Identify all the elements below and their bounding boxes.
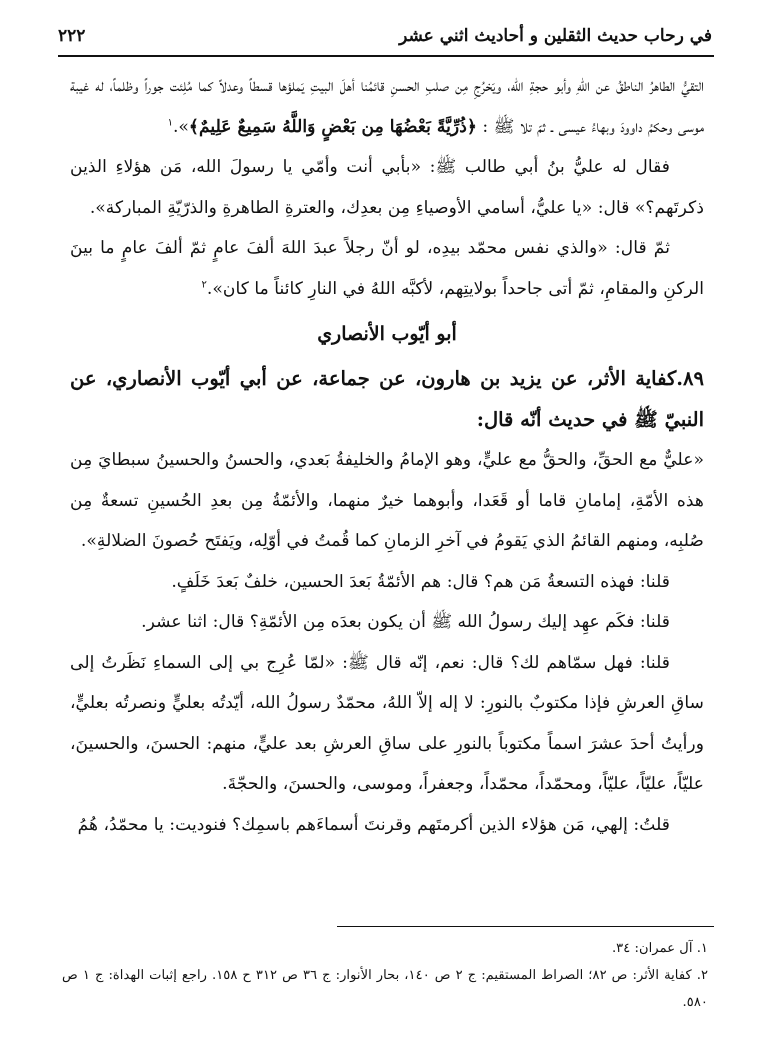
main-text	[70, 66, 704, 845]
paragraph-1	[70, 66, 704, 147]
header-rule	[58, 55, 714, 57]
hadith-text: «عليٌّ مع الحقِّ، والحقُّ مع عليٍّ، وهو الإمامُ والخليفةُ بَعدي، والحسنُ والحسينُ سبطايَ مِن هذه الأمّةِ، إمامانِ قاما أو قَعَدا، وأبوهما خيرٌ منهما، والأئمّةُ مِن بعدِ الحُسينِ تسعةٌ مِن صُلبِه، ومنهم القائمُ الذي يَقومُ في آخرِ الزمانِ كما قُمتُ في أوّلِه، ويَفتَح حُصونَ الضلالةِ».	[70, 450, 704, 551]
question-2: قلنا: فكَم عهِد إليك رسولُ الله ﷺ أن يكون بعدَه مِن الأئمّةِ؟ قال: اثنا عشر.	[141, 612, 670, 632]
verse-tail: ».	[172, 116, 189, 137]
footnote-1: ١. آل عمران: ٣٤.	[611, 941, 708, 956]
footnote-rule	[337, 926, 714, 927]
footnotes	[62, 935, 708, 1016]
page-number: ٢٢٢	[58, 26, 86, 46]
hadith-heading: ٨٩.كفاية الأثر، عن يزيد بن هارون، عن جماعة، عن أبي أيّوب الأنصاري، عن النبيّ ﷺ في حديث أنّه قال:	[70, 367, 704, 431]
footnote-2: ٢. كفاية الأثر: ص ٨٢؛ الصراط المستقيم: ج ٢ ص ١٤٠، بحار الأنوار: ج ٣٦ ص ٣١٢ ح ١٥٨. راجع إثبات الهداة: ج ١ ص ٥٨٠.	[62, 968, 709, 1010]
paragraph-2: فقال له عليُّ بنُ أبي طالب ﷺ: «بأبي أنت وأمّي يا رسولَ الله، مَن هؤلاءِ الذين ذكرتَهم؟» قال: «يا عليُّ، أسامي الأوصياءِ مِن بعدِك، والعترةِ الطاهرةِ والذرّيّةِ المباركة».	[70, 157, 704, 218]
question-1: قلنا: فهذه التسعةُ مَن هم؟ قال: هم الأئمّةُ بَعدَ الحسين، خلفٌ بَعدَ خَلَفٍ.	[171, 571, 670, 592]
question-4: قلتُ: إلهي، مَن هؤلاء الذين أكرمتَهم وقرنتَ أسماءَهم باسمِك؟ فنوديت: يا محمّدُ، هُمُ	[77, 814, 670, 835]
running-head	[58, 22, 712, 50]
footnote-marker-2[interactable]: ٢	[201, 278, 207, 290]
section-title: أبو أيّوب الأنصاري	[317, 323, 457, 345]
question-3: قلنا: فهل سمّاهم لك؟ قال: نعم، إنّه قال ﷺ: «لمّا عُرِج بي إلى السماءِ نَظَرتُ إلى ساقِ العرشِ فإذا مكتوبٌ بالنورِ: لا إله إلاّ اللهُ، محمّدٌ رسولُ الله، أيّدتُه بعليٍّ ونصرتُه بعليٍّ، ورأيتُ أحدَ عشرَ اسماً مكتوباً بالنورِ على ساقِ العرشِ بعد عليٍّ، منهم: الحسنَ، والحسينَ، عليّاً، عليّاً، عليّاً، ومحمّداً، محمّداً، وجعفراً، وموسى، والحسنَ، والحجّةَ.	[70, 652, 704, 794]
paragraph-1-text: التقيُّ الطاهرُ الناطقُ عن اللهِ وأبو حجةِ الله، ويَخرُجِ مِن صلبِ الحسنِ قائمُنا أهلَ البيتِ يَملؤها قسطاً وعدلاً كما مُلِئت جوراً وظلماً، له غيبة موسى وحكمُ داوودَ وبهاءُ عيسى ـ ثمّ تلا ﷺ :	[70, 76, 704, 137]
paragraph-3-text: ثمّ قال: «والذي نفس محمّد بيدِه، لو أنّ رجلاً عبدَ اللهَ ألفَ عامٍ ثمّ ألفَ عامٍ ما بينَ الركنِ والمقامِ، ثمّ أتى جاحداً بولايتِهم، لأكبَّه اللهُ في النارِ كائناً ما كان».	[70, 238, 704, 299]
footnote-marker-1[interactable]: ١	[167, 116, 173, 128]
paragraph-3	[70, 228, 704, 309]
quran-verse: ﴿ذُرِّيَّةً بَعْضُهَا مِن بَعْضٍ وَاللَّهُ سَمِيعٌ عَلِيمٌ﴾	[188, 116, 477, 137]
running-title: في رحاب حديث الثقلين و أحاديث اثني عشر	[399, 26, 712, 46]
